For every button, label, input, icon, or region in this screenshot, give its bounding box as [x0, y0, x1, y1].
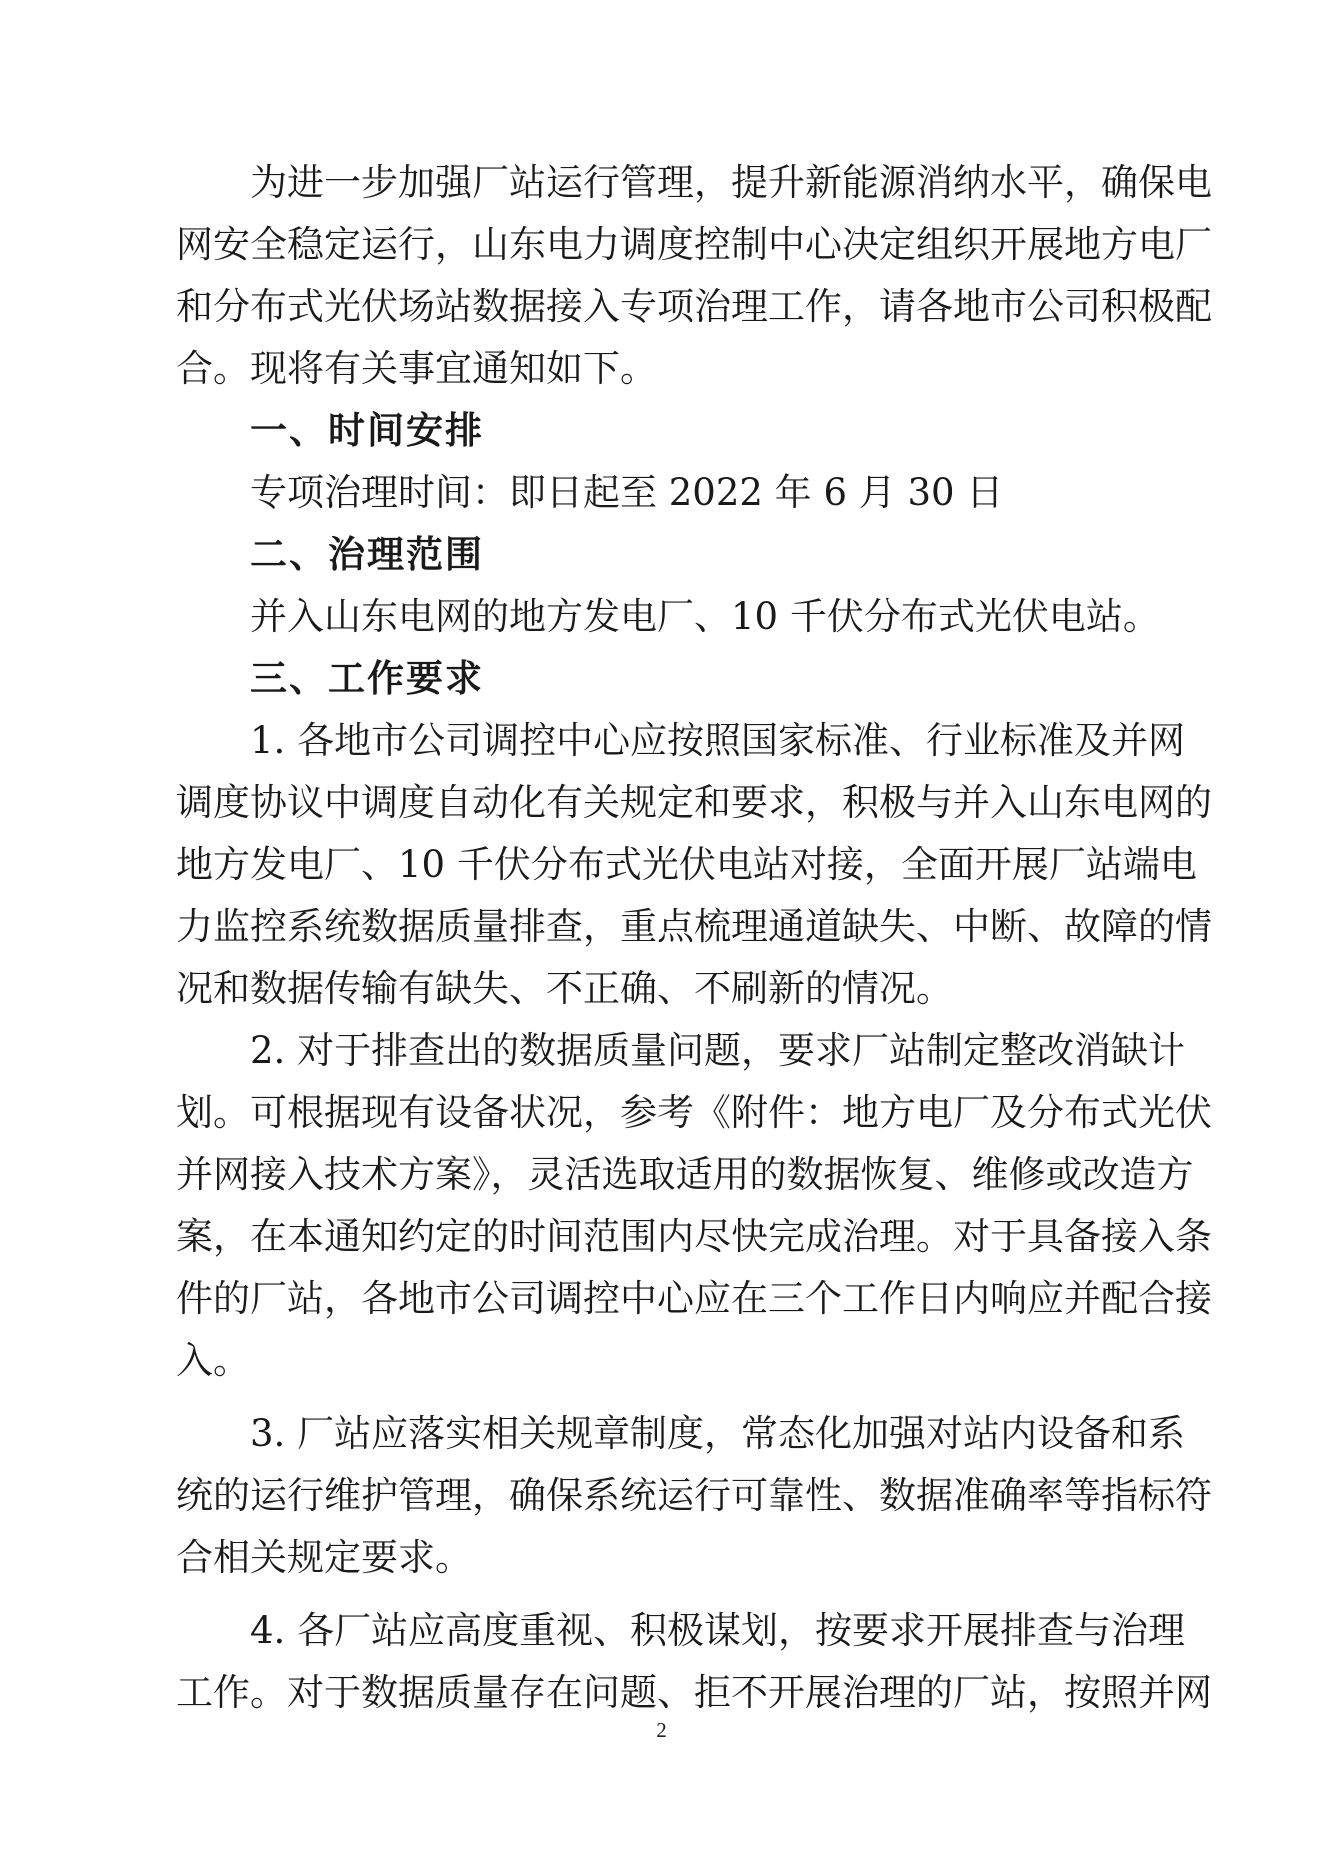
page-number: 2	[656, 1718, 667, 1742]
text-line: 1. 各地市公司调控中心应按照国家标准、行业标准及并网	[250, 719, 1186, 762]
section-heading-requirements: 三、工作要求	[250, 657, 484, 700]
section-heading-time: 一、时间安排	[250, 409, 484, 452]
text-line: 网安全稳定运行，山东电力调度控制中心决定组织开展地方电厂	[176, 223, 1212, 266]
text-line: 工作。对于数据质量存在问题、拒不开展治理的厂站，按照并网	[176, 1671, 1212, 1714]
text-line: 并网接入技术方案》，灵活选取适用的数据恢复、维修或改造方	[176, 1153, 1194, 1196]
text-line: 况和数据传输有缺失、不正确、不刷新的情况。	[176, 967, 953, 1010]
text-line: 力监控系统数据质量排查，重点梳理通道缺失、中断、故障的情	[176, 905, 1212, 948]
text-line: 件的厂站，各地市公司调控中心应在三个工作日内响应并配合接	[176, 1277, 1212, 1320]
requirement-item-1	[176, 710, 1212, 1020]
section-heading-scope: 二、治理范围	[250, 533, 484, 576]
text-line: 为进一步加强厂站运行管理，提升新能源消纳水平，确保电	[250, 161, 1212, 204]
requirement-item-3	[176, 1403, 1212, 1589]
requirement-item-4	[176, 1600, 1212, 1724]
text-line: 案，在本通知约定的时间范围内尽快完成治理。对于具备接入条	[176, 1215, 1212, 1258]
text-line: 入。	[176, 1339, 250, 1382]
text-line: 地方发电厂、10 千伏分布式光伏电站对接，全面开展厂站端电	[176, 843, 1197, 886]
text-line: 统的运行维护管理，确保系统运行可靠性、数据准确率等指标符	[176, 1474, 1212, 1517]
section-body-scope: 并入山东电网的地方发电厂、10 千伏分布式光伏电站。	[250, 595, 1160, 638]
paragraph-gap	[176, 1589, 1164, 1600]
text-line: 合相关规定要求。	[176, 1536, 472, 1579]
text-line: 划。可根据现有设备状况，参考《附件：地方电厂及分布式光伏	[176, 1091, 1212, 1134]
section-body-time: 专项治理时间：即日起至 2022 年 6 月 30 日	[250, 471, 1004, 514]
text-line: 4. 各厂站应高度重视、积极谋划，按要求开展排查与治理	[250, 1609, 1186, 1652]
intro-paragraph	[176, 152, 1212, 400]
text-line: 2. 对于排查出的数据质量问题，要求厂站制定整改消缺计	[250, 1029, 1186, 1072]
document-body	[176, 152, 1212, 1724]
text-line: 调度协议中调度自动化有关规定和要求，积极与并入山东电网的	[176, 781, 1212, 824]
paragraph-gap	[176, 1392, 1164, 1403]
text-line: 和分布式光伏场站数据接入专项治理工作，请各地市公司积极配	[176, 285, 1212, 328]
text-line: 3. 厂站应落实相关规章制度，常态化加强对站内设备和系	[250, 1412, 1186, 1455]
requirement-item-2	[176, 1020, 1212, 1392]
text-line: 合。现将有关事宜通知如下。	[176, 347, 657, 390]
